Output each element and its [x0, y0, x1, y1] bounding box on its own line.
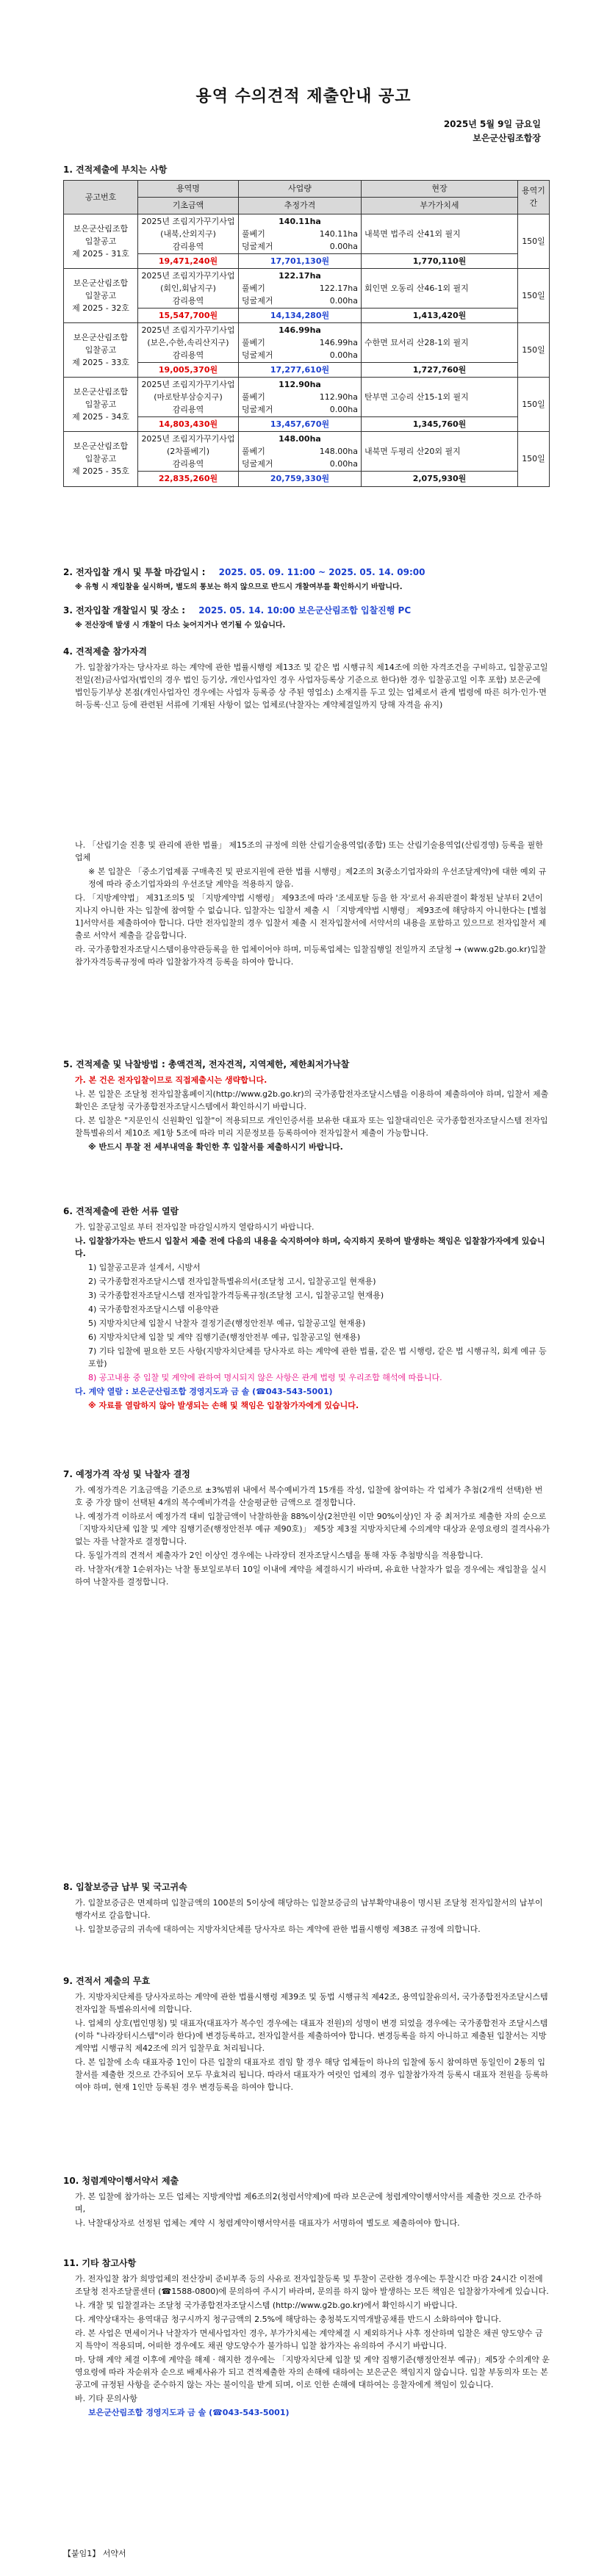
section-5-da: 다. 본 입찰은 "지문인식 신원확인 입찰"이 적용되므로 개인인증서를 보유한 대표자 또는 입찰대리인은 국가종합전자조달시스템 전자입찰특별유의서 제10조 제1항 5조에 따라 미리 지문정보를 등록하여야 전자입찰서 제출이 가능합니다.: [75, 1115, 548, 1138]
section-5-ga: 가. 본 건은 전자입찰이므로 직접제출시는 생략합니다.: [75, 1075, 267, 1085]
project-cost-cell: [239, 268, 362, 308]
section-4-ra: 라. 국가종합전자조달시스템이용약관등록을 한 업체이어야 하며, 미등록업체는 입찰집행일 전일까지 조달청 → (www.g2b.go.kr)입찰참가자격등록규정에 따라 입찰참가자격 등록을 하여야 합니다.: [75, 945, 547, 967]
service-name-cell: 2025년 조림지가꾸기사업 (보은,수한,속리산지구) 감리용역: [138, 322, 239, 362]
notice-issuer: 보은군산림조합장: [473, 133, 541, 144]
section-3: [63, 604, 550, 632]
section-11-ba: 바. 기타 문의사항: [75, 2394, 137, 2404]
section-11-heading: 11. 기타 참고사항: [63, 2258, 137, 2268]
section-6-ga: 가. 입찰공고일로 부터 전자입찰 마감일시까지 열람하시기 바랍니다.: [75, 1222, 315, 1232]
project-total: 112.90ha: [279, 380, 321, 390]
header-estimated-price: 추정가격: [239, 197, 362, 214]
reference-item: 7) 기타 입찰에 필요한 모든 사항(지방자치단체를 당사자로 하는 계약에 관한 법률, 같은 법 시행령, 같은 법 시행규칙, 회계 예규 등 포함): [88, 1346, 547, 1369]
section-6-items: [63, 1261, 550, 1384]
section-4-ga: 가. 입찰참가자는 당사자로 하는 계약에 관한 법률시행령 제13조 및 같은 법 시행규칙 제14조에 의한 자격조건을 구비하고, 입찰공고일 전일(전)금사업자(법인의 경우 법인 등기상, 개인사업자인 경우 사업자등록상 기준으로 한다)한 경우 입찰공고일 이후 포함) 보은군에 법인등기부상 본점(개인사업자인 경우에는 사업자 등록증 상 주된 영업소) 소재지를 두고 있는 업체로서 관계 법령에 따른 허가·인가·면허·등록·신고 등에 관련된 서류에 기재된 사항이 없는 업체로(낙찰자는 계약체결일까지 당해 자격을 유지): [75, 662, 548, 710]
section-5: [63, 1058, 550, 1155]
project-total: 140.11ha: [279, 216, 321, 226]
section-11-contact: 보은군산림조합 경영지도과 금 솔 (☎043-543-5001): [88, 2408, 290, 2418]
section-1-heading: 1. 견적제출에 부치는 사항: [63, 165, 168, 175]
notice-meta: [444, 118, 541, 145]
bid-table: [63, 180, 550, 487]
section-2: [63, 566, 550, 594]
section-7-ga: 가. 예정가격은 기초금액을 기준으로 ±3%범위 내에서 복수예비가격 15개를 작성, 입찰에 참여하는 각 업체가 추첨(2개씩 선택)한 번호 중 가장 많이 선택된 4개의 복수예비가격을 산술평균한 금액으로 결정합니다.: [75, 1484, 543, 1507]
section-6-heading: 6. 견적제출에 관한 서류 열람: [63, 1206, 179, 1216]
vat-cell: 1,770,110원: [362, 253, 518, 268]
vat-cell: 1,345,760원: [362, 417, 518, 432]
header-service-name: 용역명: [138, 180, 239, 197]
section-1: [63, 163, 550, 487]
section-8-na: 나. 입찰보증금의 귀속에 대하여는 지방자치단체를 당사자로 하는 계약에 관한 법률시행령 제38조 규정에 의합니다.: [75, 1924, 481, 1934]
section-4-na: 나. 「산림기술 진흥 및 관리에 관한 법률」 제15조의 규정에 의한 산림기술용역업(종합) 또는 산림기술용역업(산림경영) 등록을 필한 업체: [75, 840, 543, 863]
section-11-na: 나. 개찰 및 입찰결과는 조달청 국가종합전자조달시스템 (http://www.g2b.go.kr)에서 확인하시기 바랍니다.: [75, 2300, 458, 2310]
project-cost-cell: [239, 322, 362, 362]
bid-table-body: [64, 214, 550, 486]
period-cell: 150일: [518, 432, 550, 486]
site-cell: 내북면 법주리 산41외 필지: [362, 214, 518, 253]
vine-label: 덩굴제거: [242, 459, 273, 469]
period-cell: 150일: [518, 322, 550, 377]
table-row: [64, 432, 550, 472]
vat-cell: 1,413,420원: [362, 308, 518, 322]
header-project-cost: 사업량: [239, 180, 362, 197]
section-7-heading: 7. 예정가격 작성 및 낙찰자 결정: [63, 1469, 190, 1479]
header-period: 용역기간: [518, 180, 550, 214]
base-amount-cell: 14,803,430원: [138, 417, 239, 432]
vine-value: 0.00ha: [329, 459, 358, 469]
section-8-ga: 가. 입찰보증금은 면제하며 입찰금액의 100분의 5이상에 해당하는 입찰보증금의 납부확약내용이 명시된 조달청 전자입찰서의 납부이행각서로 갈음합니다.: [75, 1897, 543, 1920]
mowing-value: 112.90ha: [319, 392, 358, 403]
site-cell: 수한면 묘서리 산28-1외 필지: [362, 322, 518, 362]
section-11-ga: 가. 전자입찰 참가 희망업체의 전산장비 준비부족 등의 사유로 전자입찰등록 및 투찰이 곤란한 경우에는 투찰시간 마감 24시간 이전에 조달청 전자조달콜센터 (☎1588-0800)에 문의하여 주시기 바라며, 문의를 하지 않아 발생하는 모든 책임은 입찰참가자에게 있습니다.: [75, 2273, 549, 2296]
table-row: [64, 322, 550, 362]
vine-value: 0.00ha: [329, 405, 358, 415]
section-11-ma: 마. 당해 계약 체결 이후에 계약을 해제 · 해지한 경우에는 「지방자치단체 입찰 및 계약 집행기준(행정안전부 예규)」제5장 수의계약 운영요령에 따라 자순위자 순으로 배제사유가 되고 견적제출한 자의 손해에 대하여는 보은군은 책임지지 않습니다. 입찰 부동의자 또는 본 공고에 규정된 사항을 준수하지 않는 자는 불이익을 받게 되며, 이로 인한 손해에 대하여는 응찰자에게 책임이 있습니다.: [75, 2354, 550, 2389]
period-cell: 150일: [518, 378, 550, 432]
table-row: [64, 214, 550, 253]
mowing-value: 146.99ha: [319, 338, 358, 348]
vine-value: 0.00ha: [329, 295, 358, 306]
section-10-na: 나. 낙찰대상자로 선정된 업체는 계약 시 청렴계약이행서약서를 대표자가 서명하여 별도로 제출하여야 합니다.: [75, 2218, 460, 2228]
mowing-value: 122.17ha: [319, 283, 358, 293]
section-9-da: 다. 본 입찰에 소속 대표자중 1인이 다른 입찰의 대표자로 겸임 할 경우 해당 업체들이 하나의 입찰에 동시 참여하면 동일인이 2통의 입찰서를 제출한 것으로 간주되어 모두 무효처리 됩니다. 따라서 대표자가 여럿인 업체의 경우 입찰참가자격 등록시 대표자 전원을 등록하여야 하며, 현재 1인만 등록된 경우 변경등록을 하여야 합니다.: [75, 2057, 548, 2092]
vine-label: 덩굴제거: [242, 241, 273, 251]
vine-label: 덩굴제거: [242, 350, 273, 361]
section-4-heading: 4. 견적제출 참가자격: [63, 646, 148, 657]
base-amount-cell: 19,471,240원: [138, 253, 239, 268]
section-5-heading: 5. 견적제출 및 낙찰방법 : 총액견적, 전자견적, 지역제한, 제한최저가낙찰: [63, 1059, 350, 1069]
base-amount-cell: 22,835,260원: [138, 472, 239, 486]
reference-item: 2) 국가종합전자조달시스템 전자입찰특별유의서(조달청 고시, 입찰공고일 현재용): [88, 1276, 376, 1286]
mowing-label: 풀베기: [242, 392, 265, 403]
estimated-price-cell: 13,457,670원: [239, 417, 362, 432]
reference-item: 5) 지방자치단체 입찰시 낙찰자 결정기준(행정안전부 예규, 입찰공고일 현재용): [88, 1318, 366, 1328]
project-total: 122.17ha: [279, 270, 321, 281]
section-9-heading: 9. 견적서 제출의 무효: [63, 1976, 151, 1986]
section-7: [63, 1468, 550, 1590]
project-cost-cell: [239, 378, 362, 417]
appendix-label: 【붙임1】 서약서: [63, 2549, 126, 2558]
section-9-ga: 가. 지방자치단체를 당사자로하는 계약에 관한 법률시행령 제39조 및 동법 시행규칙 제42조, 용역입찰유의서, 국가종합전자조달시스템 전자입찰 특별유의서에 의합니다.: [75, 1991, 548, 2014]
service-name-cell: 2025년 조림지가꾸기사업 (2차풀베기) 감리용역: [138, 432, 239, 472]
section-10: [63, 2174, 550, 2231]
section-4-na-note: ※ 본 입찰은 「중소기업제품 구매촉진 및 판로지원에 관한 법률 시행령」제2조의 3(중소기업자와의 우선조달계약)에 대한 예외 규정에 따라 중소기업자와의 우선조달 계약을 적용하지 않음.: [88, 867, 547, 890]
reference-item: 1) 입찰공고문과 설계서, 시방서: [88, 1262, 201, 1272]
site-cell: 회인면 오동리 산46-1외 필지: [362, 268, 518, 308]
estimated-price-cell: 17,277,610원: [239, 363, 362, 378]
section-2-value: 2025. 05. 09. 11:00 ~ 2025. 05. 14. 09:00: [218, 567, 425, 577]
section-3-heading: 3. 전자입찰 개찰일시 및 장소 :: [63, 605, 186, 616]
section-3-value: 2025. 05. 14. 10:00 보은군산림조합 입찰진행 PC: [198, 605, 412, 616]
vine-value: 0.00ha: [329, 350, 358, 361]
reference-item: 6) 지방자치단체 입찰 및 계약 집행기준(행정안전부 예규, 입찰공고일 현재용): [88, 1332, 361, 1342]
page-title: 용역 수의견적 제출안내 공고: [195, 87, 412, 106]
section-6: [63, 1205, 550, 1413]
section-8: [63, 1880, 550, 1937]
section-2-heading: 2. 전자입찰 개시 및 투찰 마감일시 :: [63, 567, 206, 577]
period-cell: 150일: [518, 268, 550, 322]
notice-no-cell: 보은군산림조합 입찰공고 제 2025 - 33호: [64, 322, 138, 377]
vine-value: 0.00ha: [329, 241, 358, 251]
estimated-price-cell: 20,759,330원: [239, 472, 362, 486]
service-name-cell: 2025년 조림지가꾸기사업 (마로탄부삼승지구) 감리용역: [138, 378, 239, 417]
section-8-heading: 8. 입찰보증금 납부 및 국고귀속: [63, 1882, 187, 1892]
vine-label: 덩굴제거: [242, 405, 273, 415]
section-9: [63, 1974, 550, 2095]
vat-cell: 2,075,930원: [362, 472, 518, 486]
service-name-cell: 2025년 조림지가꾸기사업 (회인,회남지구) 감리용역: [138, 268, 239, 308]
section-4: [63, 645, 550, 712]
section-4-da: 다. 「지방계약법」 제31조의5 및 「지방계약법 시행령」 제93조에 따라 '조세포탈 등을 한 자'로서 유죄판결이 확정된 날부터 2년이 지나지 아니한 자는 입찰에 참여할 수 없습니다. 입찰자는 입찰서 제출 시 「지방계약법 시행령」 제93조에 해당하지 아니한다는 [별첨1]서약서를 제출하여야 합니다. 다만 전자입찰의 경우 입찰서 제출 시 전자입찰서에 서약서의 내용을 포함하고 있으므로 전자입찰서 제출로 서약서 제출을 갈음합니다.: [75, 893, 547, 941]
service-name-cell: 2025년 조림지가꾸기사업 (내북,산외지구) 감리용역: [138, 214, 239, 253]
section-6-da-note: ※ 자료를 열람하지 않아 발생되는 손해 및 책임은 입찰참가자에게 있습니다.: [88, 1401, 359, 1411]
mowing-label: 풀베기: [242, 338, 265, 348]
project-cost-cell: [239, 432, 362, 472]
estimated-price-cell: 14,134,280원: [239, 308, 362, 322]
section-9-na: 나. 업체의 상호(법인명칭) 및 대표자(대표자가 복수인 경우에는 대표자 전원)의 성명이 변경 되었을 경우에는 국가종합전자 조달시스템(이하 "나라장터시스템"이라 한다)에 변경등록하고, 전자입찰서를 제출하여야 합니다. 변경등록을 하지 아니하고 제출된 입찰서는 지방계약법 시행규칙 제42조에 의거 입찰무효 처리됩니다.: [75, 2018, 548, 2053]
mowing-value: 140.11ha: [319, 228, 358, 239]
base-amount-cell: 15,547,700원: [138, 308, 239, 322]
notice-no-cell: 보은군산림조합 입찰공고 제 2025 - 32호: [64, 268, 138, 322]
reference-item: 8) 공고내용 중 입찰 및 계약에 관하여 명시되지 않은 사항은 관계 법령 및 우리조합 해석에 따릅니다.: [88, 1373, 442, 1383]
mowing-label: 풀베기: [242, 283, 265, 293]
reference-item: 3) 국가종합전자조달시스템 전자입찰가격등록규정(조달청 고시, 입찰공고일 현재용): [88, 1290, 384, 1300]
section-11: [63, 2256, 550, 2420]
notice-no-cell: 보은군산림조합 입찰공고 제 2025 - 31호: [64, 214, 138, 268]
project-total: 146.99ha: [279, 325, 321, 335]
section-3-note: ※ 전산장애 발생 시 개찰이 다소 늦어지거나 연기될 수 있습니다.: [75, 621, 286, 629]
site-cell: 탄부면 고승리 산15-1외 필지: [362, 378, 518, 417]
mowing-value: 148.00ha: [319, 447, 358, 457]
reference-item: 4) 국가종합전자조달시스템 이용약관: [88, 1304, 219, 1314]
section-10-heading: 10. 청렴계약이행서약서 제출: [63, 2176, 179, 2186]
notice-no-cell: 보은군산림조합 입찰공고 제 2025 - 34호: [64, 378, 138, 432]
section-2-note: ※ 유형 시 재입찰을 실시하며, 별도의 통보는 하지 않으므로 반드시 개찰여부를 확인하시기 바랍니다.: [75, 582, 403, 591]
base-amount-cell: 19,005,370원: [138, 363, 239, 378]
notice-no-cell: 보은군산림조합 입찰공고 제 2025 - 35호: [64, 432, 138, 486]
estimated-price-cell: 17,701,130원: [239, 253, 362, 268]
vat-cell: 1,727,760원: [362, 363, 518, 378]
header-vat: 부가가치세: [362, 197, 518, 214]
section-7-na: 나. 예정가격 이하로서 예정가격 대비 입찰금액이 낙찰하한율 88%이상(2천만원 이만 90%이상)인 자 중 최저가로 제출한 자의 순으로 「지방자치단체 입찰 및 계약 집행기준(행정안전부 예규 제90호)」 제5장 제3절 지방자치단체 수의계약 대상과 운영요령의 결격사유가 없는 자를 낙찰자로 결정합니다.: [75, 1511, 550, 1546]
section-7-da: 다. 동일가격의 견적서 제출자가 2인 이상인 경우에는 나라장터 전자조달시스템을 통해 자동 추첨방식을 적용합니다.: [75, 1550, 484, 1560]
project-total: 148.00ha: [279, 434, 321, 444]
mowing-label: 풀베기: [242, 228, 265, 239]
section-5-da-note: ※ 반드시 투찰 전 세부내역을 확인한 후 입찰서를 제출하시기 바랍니다.: [88, 1141, 343, 1152]
period-cell: 150일: [518, 214, 550, 268]
header-site: 현장: [362, 180, 518, 197]
header-notice-no: 공고번호: [64, 180, 138, 214]
section-5-na: 나. 본 입찰은 조달청 전자입찰홈페이지(http://www.g2b.go.kr)의 국가종합전자조달시스템을 이용하여 제출하여야 하며, 입찰서 제출 확인은 조달청 국가종합전자조달시스템에서 확인하시기 바랍니다.: [75, 1089, 549, 1111]
section-7-ra: 라. 낙찰자(개찰 1순위자)는 낙찰 통보일로부터 10일 이내에 계약을 체결하시기 바라며, 유효한 낙찰자가 없을 경우에는 재입찰을 실시하여 낙찰자를 결정합니다.: [75, 1564, 547, 1587]
project-cost-cell: [239, 214, 362, 253]
header-base-amount: 기초금액: [138, 197, 239, 214]
section-6-na: 나. 입찰참가자는 반드시 입찰서 제출 전에 다음의 내용을 숙지하여야 하며, 숙지하지 못하여 발생하는 책임은 입찰참가자에게 있습니다.: [75, 1235, 545, 1258]
section-11-ra: 라. 본 사업은 면세이거나 낙찰자가 면세사업자인 경우, 부가가치세는 계약체결 시 제외하거나 사후 정산하며 입찰은 채권 양도양수 금지 특약이 적용되며, 어떠한 경우에도 채권 양도양수가 불가하니 입찰 참가자는 유의하여 주시기 바랍니다.: [75, 2328, 543, 2350]
notice-date: 2025년 5월 9일 금요일: [443, 119, 541, 129]
table-row: [64, 268, 550, 308]
section-11-da: 다. 계약상대자는 용역대금 청구시까지 청구금액의 2.5%에 해당하는 충청북도지역개발공채를 반드시 소화하여야 합니다.: [75, 2314, 501, 2324]
vine-label: 덩굴제거: [242, 295, 273, 306]
section-4-cont: [63, 839, 550, 970]
section-6-da: 다. 계약 열람 : 보은군산림조합 경영지도과 금 솔 (☎043-543-5001): [75, 1387, 333, 1397]
section-10-ga: 가. 본 입찰에 참가하는 모든 업체는 지방계약법 제6조의2(청렴서약제)에 따라 보은군에 청렴계약이행서약서를 제출한 것으로 간주하며,: [75, 2191, 542, 2214]
site-cell: 내북면 두평리 산20외 필지: [362, 432, 518, 472]
mowing-label: 풀베기: [242, 447, 265, 457]
table-row: [64, 378, 550, 417]
